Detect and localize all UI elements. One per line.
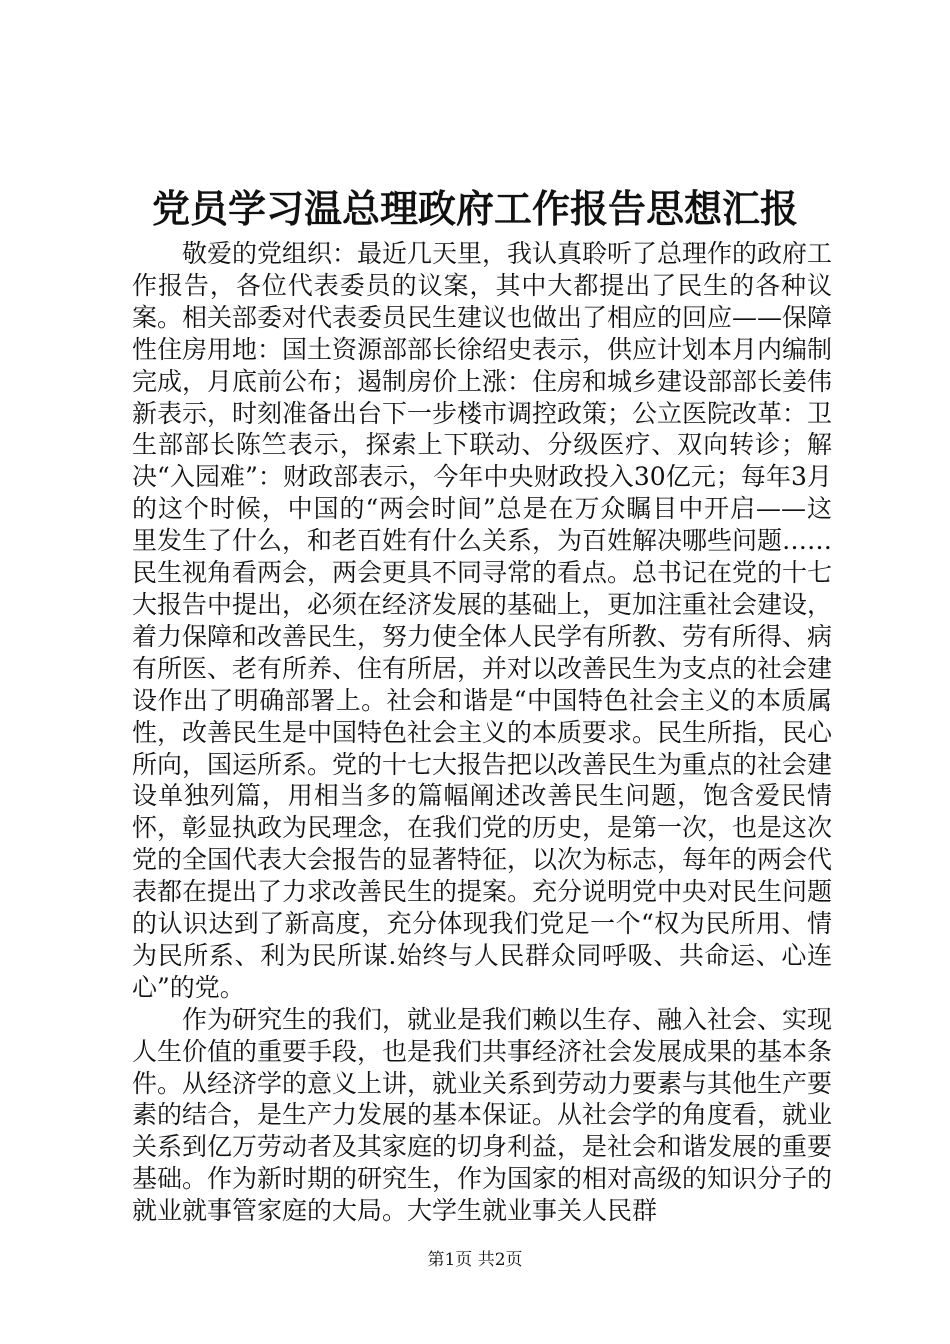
- paragraph-1: 敬爱的党组织：最近几天里，我认真聆听了总理作的政府工作报告，各位代表委员的议案，其中大都提出了民生的各种议案。相关部委对代表委员民生建议也做出了相应的回应——保障性住房用地：国土资源部部长徐绍史表示，供应计划本月内编制完成，月底前公布；遏制房价上涨：住房和城乡建设部部长姜伟新表示，时刻准备出台下一步楼市调控政策；公立医院改革：卫生部部长陈竺表示，探索上下联动、分级医疗、双向转诊；解决“入园难”：财政部表示，今年中央财政投入30亿元；每年3月的这个时候，中国的“两会时间”总是在万众瞩目中开启——这里发生了什么，和老百姓有什么关系，为百姓解决哪些问题……民生视角看两会，两会更具不同寻常的看点。总书记在党的十七大报告中提出，必须在经济发展的基础上，更加注重社会建设，着力保障和改善民生，努力使全体人民学有所教、劳有所得、病有所医、老有所养、住有所居，并对以改善民生为支点的社会建设作出了明确部署上。社会和谐是“中国特色社会主义的本质属性，改善民生是中国特色社会主义的本质要求。民生所指，民心所向，国运所系。党的十七大报告把以改善民生为重点的社会建设单独列篇，用相当多的篇幅阐述改善民生问题，饱含爱民情怀，彰显执政为民理念，在我们党的历史，是第一次，也是这次党的全国代表大会报告的显著特征，以次为标志，每年的两会代表都在提出了力求改善民生的提案。充分说明党中央对民生问题的认识达到了新高度，充分体现我们党足一个“权为民所用、情为民所系、利为民所谋.始终与人民群众同呼吸、共命运、心连心”的党。: [132, 239, 833, 1002]
- document-body: [132, 238, 832, 1227]
- document-title: 党员学习温总理政府工作报告思想汇报: [151, 186, 798, 231]
- paragraph-2: 作为研究生的我们，就业是我们赖以生存、融入社会、实现人生价值的重要手段，也是我们共事经济社会发展成果的基本条件。从经济学的意义上讲，就业关系到劳动力要素与其他生产要素的结合，是生产力发展的基本保证。从社会学的角度看，就业关系到亿万劳动者及其家庭的切身利益，是社会和谐发展的重要基础。作为新时期的研究生，作为国家的相对高级的知识分子的就业就事管家庭的大局。大学生就业事关人民群: [132, 1004, 833, 1226]
- page-footer: 第1页 共2页: [427, 1250, 523, 1270]
